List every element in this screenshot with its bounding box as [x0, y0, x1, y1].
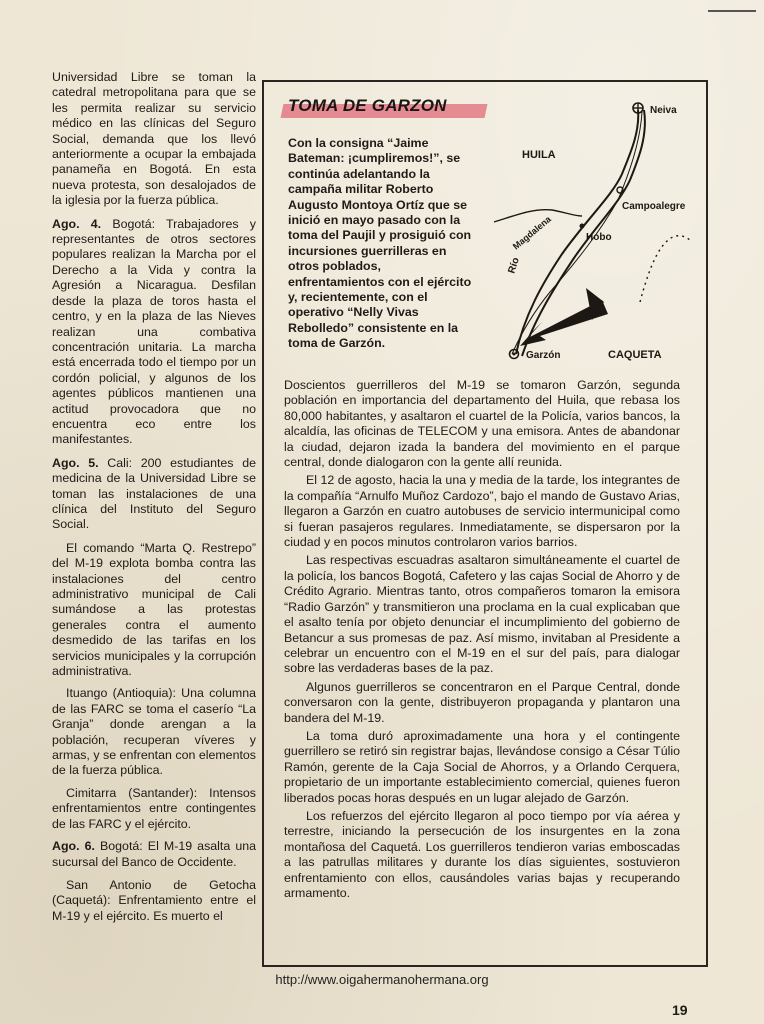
left-paragraph: Ituango (Antioquia): Una columna de las FARC se toma el caserío “La Granja” donde arengan a la población, recuperan víveres y armas, y se enfrentan con elementos de la fuerza pública. [52, 686, 256, 778]
town-garzon-marker [510, 350, 519, 359]
article-paragraph: Doscientos guerrilleros del M-19 se tomaron Garzón, segunda población en importancia del departamento del Huila, que rebasa los 80,000 habitantes, y asaltaron el cuartel de la Policía, varios bancos, la alcaldía, las oficinas de TELECOM y una emisora. Antes de abandonar la ciudad, dejaron izada la bandera del movimiento en el parque central, donde dialogaron con la gente allí reunida. [284, 378, 680, 470]
article-body [284, 378, 680, 904]
left-paragraph: Ago. 6. Bogotá: El M-19 asalta una sucursal del Banco de Occidente. [52, 839, 256, 869]
town-hobo-marker [580, 224, 585, 229]
article-paragraph: La toma duró aproximadamente una hora y el contingente guerrillero se retiró sin registrar bajas, llevándose consigo a César Túlio Ramón, gerente de la Caja Social de Ahorros, y a Orlando Cerquera, propietario de un importante establecimiento comercial, quienes fueron liberados pocas horas después en un lugar alejado de Garzón. [284, 728, 680, 805]
article-title: TOMA DE GARZON [288, 96, 447, 115]
label-neiva: Neiva [650, 105, 677, 116]
article-paragraph: Las respectivas escuadras asaltaron simultáneamente el cuartel de la policía, los bancos Bogotá, Cafetero y las cajas Social de Ahorro y de Crédito Agrario. Mientras tanto, otros compañeros tomaron la emisora “Radio Garzón” y transmitieron una proclama en la cual explicaban que el asalto tenía por objeto denunciar el incumplimiento del gobierno de Betancur a sus promesas de paz. Así mismo, invitaban al Presidente a celebrar un encuentro con el M-19 en el sur del país, para dialogar sobre las verdaderas bases de la paz. [284, 553, 680, 676]
town-neiva-marker [633, 103, 643, 113]
left-paragraph: Cimitarra (Santander): Intensos enfrentamientos entre contingentes de las FARC y el ejército. [52, 785, 256, 831]
left-paragraph: San Antonio de Getocha (Caquetá): Enfrentamiento entre el M-19 y el ejército. Es muerto el [52, 877, 256, 923]
left-paragraph: Ago. 5. Cali: 200 estudiantes de medicina de la Universidad Libre se toman las instalaciones de una clínica del Instituto del Seguro Social. [52, 455, 256, 532]
label-rio: Río [506, 256, 522, 275]
map-garzon [490, 92, 700, 372]
article-paragraph: El 12 de agosto, hacia la una y media de la tarde, los integrantes de la compañía “Arnulfo Muñoz Cardozo”, bajo el mando de Gustavo Arias, llegaron a Garzón en cuatro autobuses de servicio intermunicipal como si fueran pasajeros regulares. Inmediatamente, se dispersaron por la ciudad y en pocos minutos controlaron varios barrios. [284, 473, 680, 550]
left-paragraph: Universidad Libre se toman la catedral metropolitana para que se les permita realizar su servicio médico en las clínicas del Seguro Social, demanda que los llevó anteriormente a ocupar la embajada panameña en Bogotá. En esta nueva protesta, son desalojados de la iglesia por la fuerza pública. [52, 70, 256, 208]
article-title-wrap [288, 96, 447, 116]
left-column [52, 70, 256, 931]
date-label: Ago. 4. [52, 216, 102, 231]
label-huila: HUILA [522, 149, 556, 161]
date-label: Ago. 6. [52, 839, 95, 854]
label-hobo: Hobo [586, 232, 612, 243]
article-paragraph: Algunos guerrilleros se concentraron en el Parque Central, donde conversaron con la gente, distribuyeron propaganda y plantaron una bandera del M-19. [284, 679, 680, 725]
border-dotted [640, 236, 690, 302]
page-number: 19 [672, 1002, 688, 1018]
label-garzon: Garzón [526, 350, 561, 361]
date-label: Ago. 5. [52, 455, 99, 470]
article-paragraph: Los refuerzos del ejército llegaron al poco tiempo por vía aérea y terrestre, iniciando la persecución de los insurgentes en la zona montañosa del Caquetá. Los guerrilleros tendieron varias emboscadas a las patrullas militares y durante los días siguientes, sostuvieron enfrentamiento con ellos, causándoles varias bajas y recuperando armamento. [284, 808, 680, 900]
footer-url: http://www.oigahermanohermana.org [275, 972, 489, 987]
label-caqueta: CAQUETA [608, 349, 662, 361]
left-paragraph: Ago. 4. Bogotá: Trabajadores y representantes de otros sectores populares realizan la Marcha por el Derecho a la Vida y contra la Agresión a Nicaragua. Desfilan desde la plaza de toros hasta el centro, y en la plaza de las Nieves realizan una combativa concentración unitaria. La marcha está encerrada todo el tiempo por un cordón policial, y algunos de los agentes públicos mantienen una actitud provocadora que no encuentra eco entre los manifestantes. [52, 216, 256, 447]
left-paragraph: El comando “Marta Q. Restrepo” del M-19 explota bomba contra las instalaciones del centro administrativo municipal de Cali sumándose a las protestas generales contra el aumento desmedido de las tarifas en los servicios municipales y la corrupción administrativa. [52, 540, 256, 679]
label-magdalena: Magdalena [510, 213, 553, 252]
article-intro: Con la consigna “Jaime Bateman: ¡cumpliremos!”, se continúa adelantando la campaña militar Roberto Augusto Montoya Ortíz que se inició en mayo pasado con la toma del Paujil y prosiguió con incursiones guerrilleras en otros poblados, enfrentamientos con el ejército y, recientemente, con el operativo “Nelly Vivas Rebolledo” consistente en la toma de Garzón. [288, 136, 472, 351]
label-campoalegre: Campoalegre [622, 201, 686, 212]
top-rule [708, 10, 756, 12]
